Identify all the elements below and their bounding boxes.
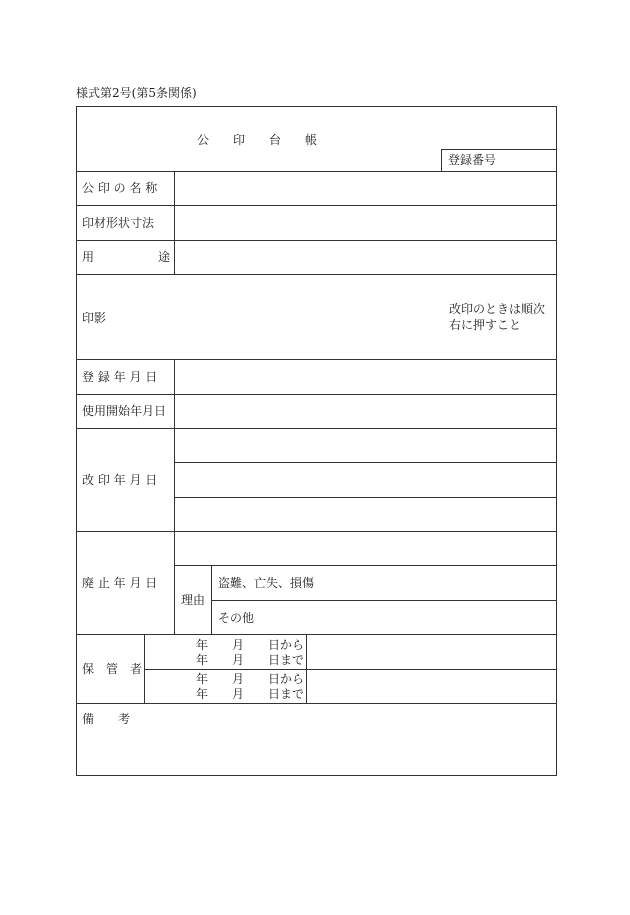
reason-theft: 盗難、亡失、損傷: [218, 576, 315, 590]
column-divider: [144, 634, 145, 703]
row-divider: [211, 600, 557, 601]
row-divider: [76, 359, 557, 360]
row-divider: [76, 205, 557, 206]
custodian-period-from: 年 月 日から: [196, 672, 305, 686]
custodian-period-from: 年 月 日から: [196, 638, 305, 652]
row-divider: [76, 428, 557, 429]
custodian-period-until: 年 月 日まで: [196, 653, 305, 667]
impression-note: 右に押すこと: [449, 318, 522, 332]
column-divider: [174, 359, 175, 634]
label-custodian: 保 管 者: [82, 662, 143, 676]
label-registration-date: 登 録 年 月 日: [82, 370, 158, 384]
label-material-shape-size: 印材形状寸法: [82, 216, 155, 230]
row-divider: [174, 462, 557, 463]
row-divider: [76, 703, 557, 704]
row-divider: [76, 240, 557, 241]
label-purpose-left: 用: [82, 250, 95, 264]
label-usage-start-date: 使用開始年月日: [82, 404, 167, 418]
register-table: [76, 106, 557, 776]
label-purpose-right: 途: [158, 250, 171, 264]
label-remarks: 備 考: [82, 712, 131, 726]
row-divider: [76, 531, 557, 532]
column-divider: [174, 171, 175, 274]
page-title: 公 印 台 帳: [197, 133, 318, 147]
form-number: 様式第2号(第5条関係): [76, 86, 197, 100]
impression-note: 改印のときは順次: [449, 302, 546, 316]
label-abolition-date: 廃 止 年 月 日: [82, 576, 158, 590]
row-divider: [174, 565, 557, 566]
column-divider: [306, 634, 307, 703]
registration-number-label: 登録番号: [448, 153, 497, 167]
label-reason: 理由: [181, 593, 206, 607]
column-divider: [211, 565, 212, 634]
row-divider: [76, 274, 557, 275]
label-seal-name: 公 印 の 名 称: [82, 181, 158, 195]
label-reseal-date: 改 印 年 月 日: [82, 473, 158, 487]
reason-other: その他: [218, 611, 255, 625]
custodian-period-until: 年 月 日まで: [196, 687, 305, 701]
row-divider: [174, 497, 557, 498]
label-impression: 印影: [82, 311, 107, 325]
row-divider: [76, 394, 557, 395]
row-divider: [76, 634, 557, 635]
row-divider: [144, 669, 557, 670]
